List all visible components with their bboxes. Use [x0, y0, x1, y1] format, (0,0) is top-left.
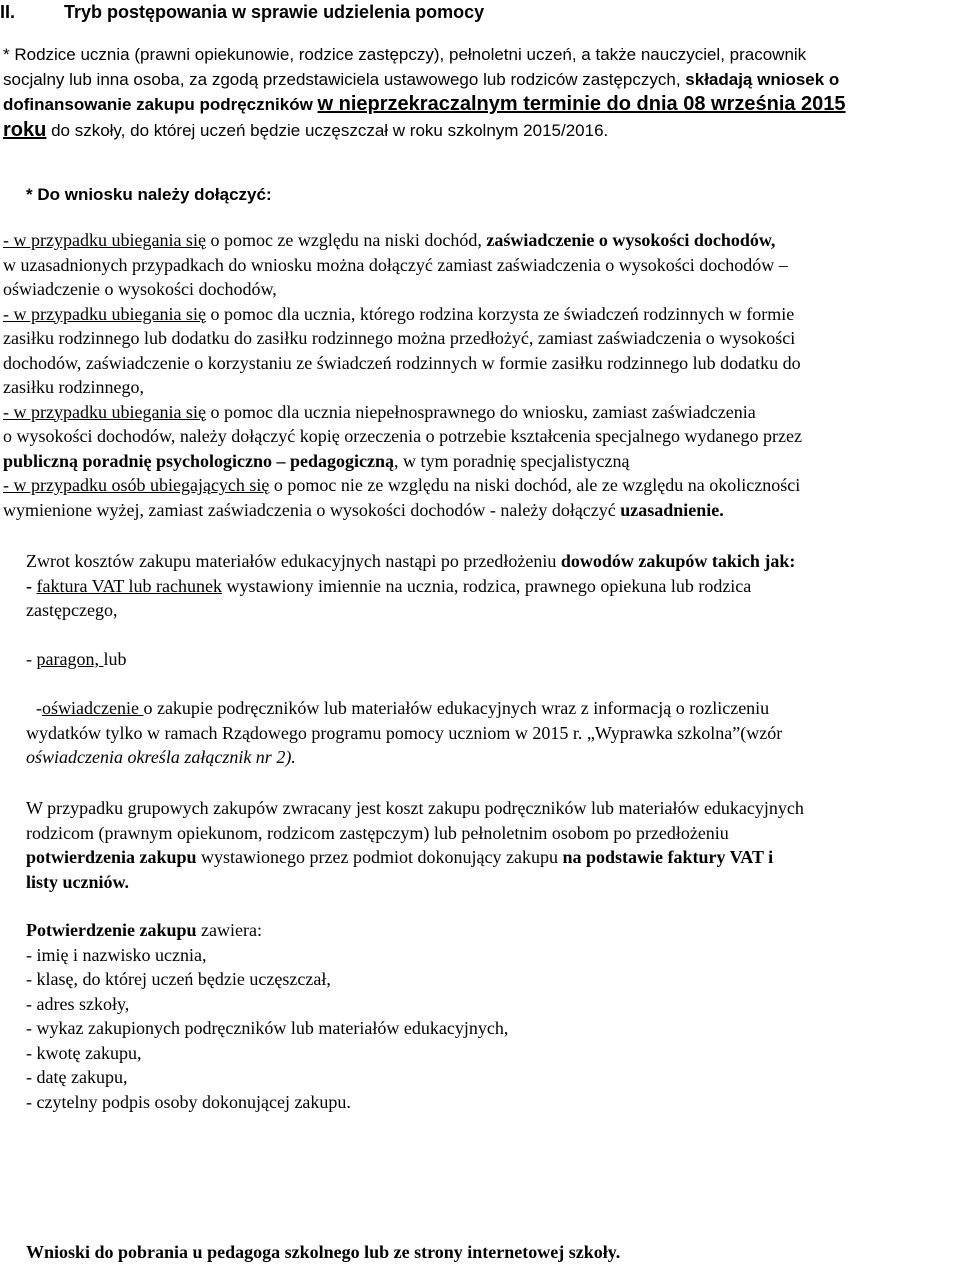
attachment-item: [3, 473, 957, 498]
underlined-text: - w przypadku ubiegania się: [3, 401, 206, 422]
group-line: rodzicom (prawnym opiekunom, rodzicom zastępczym) lub pełnoletnim osobom po przedłożeniu: [26, 822, 729, 843]
bold-text: na podstawie faktury VAT i: [562, 847, 774, 867]
underlined-text: paragon,: [36, 649, 104, 669]
attachment-line: dochodów, zaświadczenie o korzystaniu ze świadczeń rodzinnych w formie zasiłku rodzinnego lub dodatku do: [3, 352, 801, 373]
group-line: [26, 845, 957, 870]
list-item: - datę zakupu,: [26, 1067, 128, 1087]
list-item: - imię i nazwisko ucznia,: [26, 944, 207, 965]
list-item: - kwotę zakupu,: [26, 1042, 142, 1063]
list-item: - klasę, do której uczeń będzie uczęszczał,: [26, 969, 331, 989]
attachment-item: [3, 228, 957, 253]
body-text: o pomoc dla ucznia, którego rodzina korzysta ze świadczeń rodzinnych w formie: [205, 303, 795, 324]
refund-item: [26, 696, 957, 721]
attachment-item: [3, 302, 957, 327]
refund-item: [26, 574, 957, 599]
body-text: , w tym poradnię specjalistyczną: [394, 450, 630, 471]
attachment-line: w uzasadnionych przypadkach do wniosku można dołączyć zamiast zaświadczenia o wysokości dochodów –: [3, 254, 788, 275]
refund-paragraph: [3, 549, 957, 623]
underlined-text: faktura VAT lub rachunek: [36, 575, 222, 596]
body-text: lub: [103, 649, 127, 669]
body-text: wystawiony imiennie na ucznia, rodzica, prawnego opiekuna lub rodzica: [221, 575, 752, 596]
bold-text: publiczną poradnię psychologiczno – pedagogiczną: [3, 450, 395, 471]
deadline-text: w nieprzekraczalnym terminie do dnia 08 września 2015: [317, 93, 846, 115]
intro-bold-text: dofinansowanie zakupu podręczników: [3, 95, 318, 114]
underlined-text: oświadczenie: [42, 698, 144, 718]
underlined-text: - w przypadku osób ubiegających się: [3, 475, 270, 495]
underlined-text: - w przypadku ubiegania się: [3, 230, 206, 250]
refund-line: [26, 549, 957, 574]
attachment-line: o wysokości dochodów, należy dołączyć kopię orzeczenia o potrzebie kształcenia specjalnego wydanego przez: [3, 426, 802, 446]
attachment-line: [3, 498, 957, 523]
attachment-line: zasiłku rodzinnego,: [3, 377, 144, 397]
bold-text: Potwierdzenie zakupu: [26, 920, 197, 940]
body-text: o pomoc ze względu na niski dochód,: [205, 230, 487, 250]
list-item: - adres szkoły,: [26, 993, 130, 1014]
confirmation-list: [3, 918, 957, 1114]
refund-line: wydatków tylko w ramach Rządowego programu pomocy uczniom w 2015 r. „Wyprawka szkolna”(wzór: [26, 722, 783, 743]
attachment-line: zasiłku rodzinnego lub dodatku do zasiłku rodzinnego można przedłożyć, zamiast zaświadczenia o wysokości: [3, 328, 796, 348]
intro-bold-text: składają wniosek o: [685, 69, 840, 89]
bold-text: -: [26, 575, 37, 596]
attachments-header: * Do wniosku należy dołączyć:: [26, 185, 272, 204]
underlined-text: - w przypadku ubiegania się: [3, 303, 206, 324]
group-line: listy uczniów.: [26, 871, 130, 892]
body-text: wystawionego przez podmiot dokonujący zakupu: [196, 847, 563, 867]
bold-text: zaświadczenie o wysokości dochodów,: [486, 230, 776, 250]
body-text: Zwrot kosztów zakupu materiałów edukacyjnych nastąpi po przedłożeniu: [26, 551, 561, 571]
footer-note: Wnioski do pobrania u pedagoga szkolnego lub ze strony internetowej szkoły.: [26, 1242, 621, 1262]
body-text: -: [36, 698, 42, 718]
section-title: Tryb postępowania w sprawie udzielenia pomocy: [64, 2, 485, 22]
refund-receipt-item: [3, 647, 957, 672]
confirmation-header: [26, 918, 957, 943]
body-text: -: [26, 649, 37, 669]
refund-item: [26, 647, 957, 672]
intro-line: [3, 68, 957, 93]
body-text: zawiera:: [196, 920, 262, 940]
refund-line: zastępczego,: [26, 600, 118, 620]
intro-text: socjalny lub inna osoba, za zgodą przedstawiciela ustawowego lub rodziców zastępczych,: [3, 69, 686, 89]
bold-text: uzasadnienie.: [620, 499, 724, 520]
bold-text: dowodów zakupów takich jak:: [560, 551, 796, 571]
body-text: wymienione wyżej, zamiast zaświadczenia o wysokości dochodów - należy dołączyć: [3, 499, 621, 520]
attachment-item: [3, 400, 957, 425]
list-item: - czytelny podpis osoby dokonującej zakupu.: [26, 1091, 351, 1112]
list-item: - wykaz zakupionych podręczników lub materiałów edukacyjnych,: [26, 1018, 509, 1038]
attachments-list: [3, 228, 957, 522]
group-line: W przypadku grupowych zakupów zwracany jest koszt zakupu podręczników lub materiałów edukacyjnych: [26, 798, 804, 818]
body-text: o pomoc nie ze względu na niski dochód, ale ze względu na okoliczności: [269, 475, 801, 495]
attachment-line: [3, 449, 957, 474]
refund-line: oświadczenia określa załącznik nr 2).: [26, 747, 296, 767]
intro-line: [3, 118, 957, 144]
deadline-text: roku: [3, 118, 47, 141]
body-text: o zakupie podręczników lub materiałów edukacyjnych wraz z informacją o rozliczeniu: [143, 698, 770, 718]
attachment-line: oświadczenie o wysokości dochodów,: [3, 279, 277, 299]
intro-line: [3, 92, 957, 118]
group-purchase-paragraph: [3, 796, 957, 894]
intro-paragraph: [3, 43, 957, 143]
body-text: o pomoc dla ucznia niepełnosprawnego do wniosku, zamiast zaświadczenia: [205, 401, 756, 422]
section-heading: [0, 0, 960, 24]
bold-text: potwierdzenia zakupu: [26, 847, 197, 867]
section-number: II.: [0, 2, 16, 22]
intro-line: * Rodzice ucznia (prawni opiekunowie, rodzice zastępczy), pełnoletni uczeń, a także nauczyciel, pracownik: [3, 45, 807, 64]
refund-statement-item: [3, 696, 957, 770]
intro-text: do szkoły, do której uczeń będzie uczęszczał w roku szkolnym 2015/2016.: [46, 120, 609, 140]
